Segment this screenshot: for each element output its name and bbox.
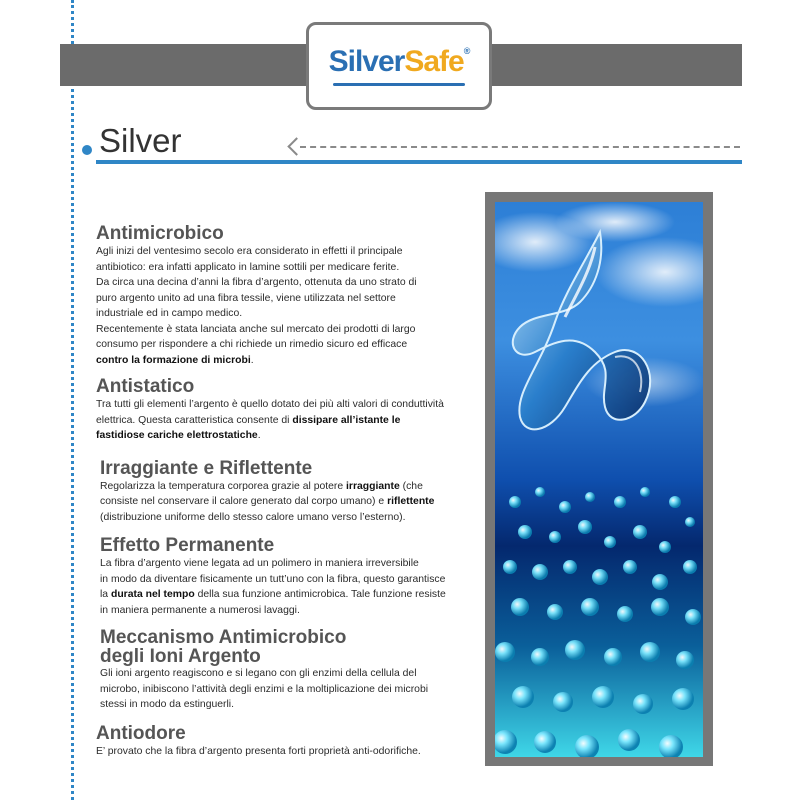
- text-line: Gli ioni argento reagiscono e si legano con gli enzimi della cellula del: [100, 668, 417, 679]
- section-meccanismo: [100, 628, 472, 713]
- text-tail: .: [250, 354, 254, 366]
- silversafe-logo: [306, 22, 492, 110]
- text-line: elettrica. Questa caratteristica consente di: [96, 414, 293, 426]
- section-title: Irraggiante e Riflettente: [100, 457, 313, 479]
- logo-word-safe: Safe: [404, 44, 464, 78]
- section-text: [96, 744, 472, 760]
- photo-art: [495, 202, 703, 757]
- bold-phrase: irraggiante: [346, 480, 400, 492]
- text-line: E’ provato che la fibra d’argento presenta forti proprietà anti-odorifiche.: [96, 745, 421, 757]
- logo-word-silver: Silver: [328, 44, 405, 78]
- title-bullet-icon: [82, 145, 92, 155]
- logo-underline: [333, 83, 465, 86]
- section-antimicrobico: [96, 223, 472, 368]
- text-line: in maniera permanente a numerosi lavaggi.: [100, 604, 300, 616]
- text-line: Regolarizza la temperatura corporea grazie al potere: [100, 480, 347, 492]
- text-line: microbo, inibiscono l’attività degli enzimi e la moltiplicazione dei microbi: [100, 683, 429, 695]
- text-line: in modo da diventare fisicamente un tutt’uno con la fibra, questo garantisce: [100, 573, 446, 585]
- title-line: Meccanismo Antimicrobico: [100, 627, 347, 648]
- section-effetto-permanente: [100, 535, 472, 618]
- logo-registered-mark: ®: [463, 45, 470, 56]
- text-line: industriale ed in campo medico.: [96, 308, 243, 319]
- title-underline: [96, 160, 742, 164]
- text-line: Da circa una decina d’anni la fibra d’argento, ottenuta da uno strato di: [96, 277, 417, 288]
- text-line: La fibra d’argento viene legata ad un polimero in maniera irreversibile: [100, 558, 419, 569]
- section-text: [96, 397, 472, 444]
- silver-molecule-image: [495, 202, 703, 757]
- text-line: antibiotico: era infatti applicato in lamine sottili per medicare ferite.: [96, 261, 400, 273]
- section-title: Effetto Permanente: [100, 535, 275, 556]
- text-line: puro argento unito ad una fibra tessile, viene utilizzata nel settore: [96, 292, 396, 304]
- text-tail: (che: [399, 480, 423, 492]
- section-text: [100, 479, 472, 526]
- page-title: Silver: [99, 122, 182, 159]
- section-title: Antimicrobico: [96, 223, 224, 244]
- left-dotted-rule: [71, 0, 74, 800]
- dashed-arrow-line: [300, 146, 740, 148]
- bold-phrase: dissipare all’istante le: [292, 414, 401, 426]
- section-title: Antistatico: [96, 376, 195, 397]
- logo-wordmark: [328, 44, 470, 78]
- text-tail: .: [257, 430, 261, 441]
- section-text: [96, 244, 472, 368]
- bold-phrase: riflettente: [387, 496, 435, 507]
- section-antistatico: [96, 376, 472, 444]
- text-tail: della sua funzione antimicrobica. Tale funzione resiste: [194, 589, 446, 600]
- text-line: stessi in modo da estinguerli.: [100, 699, 234, 710]
- text-line: Agli inizi del ventesimo secolo era considerato in effetti il principale: [96, 246, 403, 257]
- text-line: Tra tutti gli elementi l’argento è quello dotato dei più alti valori di conduttività: [96, 399, 444, 410]
- bold-phrase: durata nel tempo: [110, 589, 195, 600]
- article-body: [96, 220, 472, 759]
- text-line: Recentemente è stata lanciata anche sul mercato dei prodotti di largo: [96, 323, 416, 335]
- section-title: [100, 628, 472, 666]
- photo-frame: [485, 192, 713, 766]
- section-title: Antiodore: [96, 722, 186, 744]
- bold-phrase: fastidiose cariche elettrostatiche: [96, 430, 258, 441]
- text-line: consumo per rispondere a chi richiede un rimedio sicuro ed efficace: [96, 339, 408, 350]
- section-text: [100, 666, 472, 713]
- title-line: degli Ioni Argento: [100, 646, 261, 667]
- text-line: consiste nel conservare il calore generato dal corpo umano) e: [100, 496, 388, 507]
- text-line: la: [100, 589, 111, 600]
- section-antiodore: [96, 723, 472, 760]
- section-irraggiante: [100, 458, 472, 526]
- section-text: [100, 556, 472, 618]
- text-line: (distribuzione uniforme dello stesso calore umano verso l’esterno).: [100, 511, 406, 523]
- bold-phrase: contro la formazione di microbi: [96, 354, 251, 366]
